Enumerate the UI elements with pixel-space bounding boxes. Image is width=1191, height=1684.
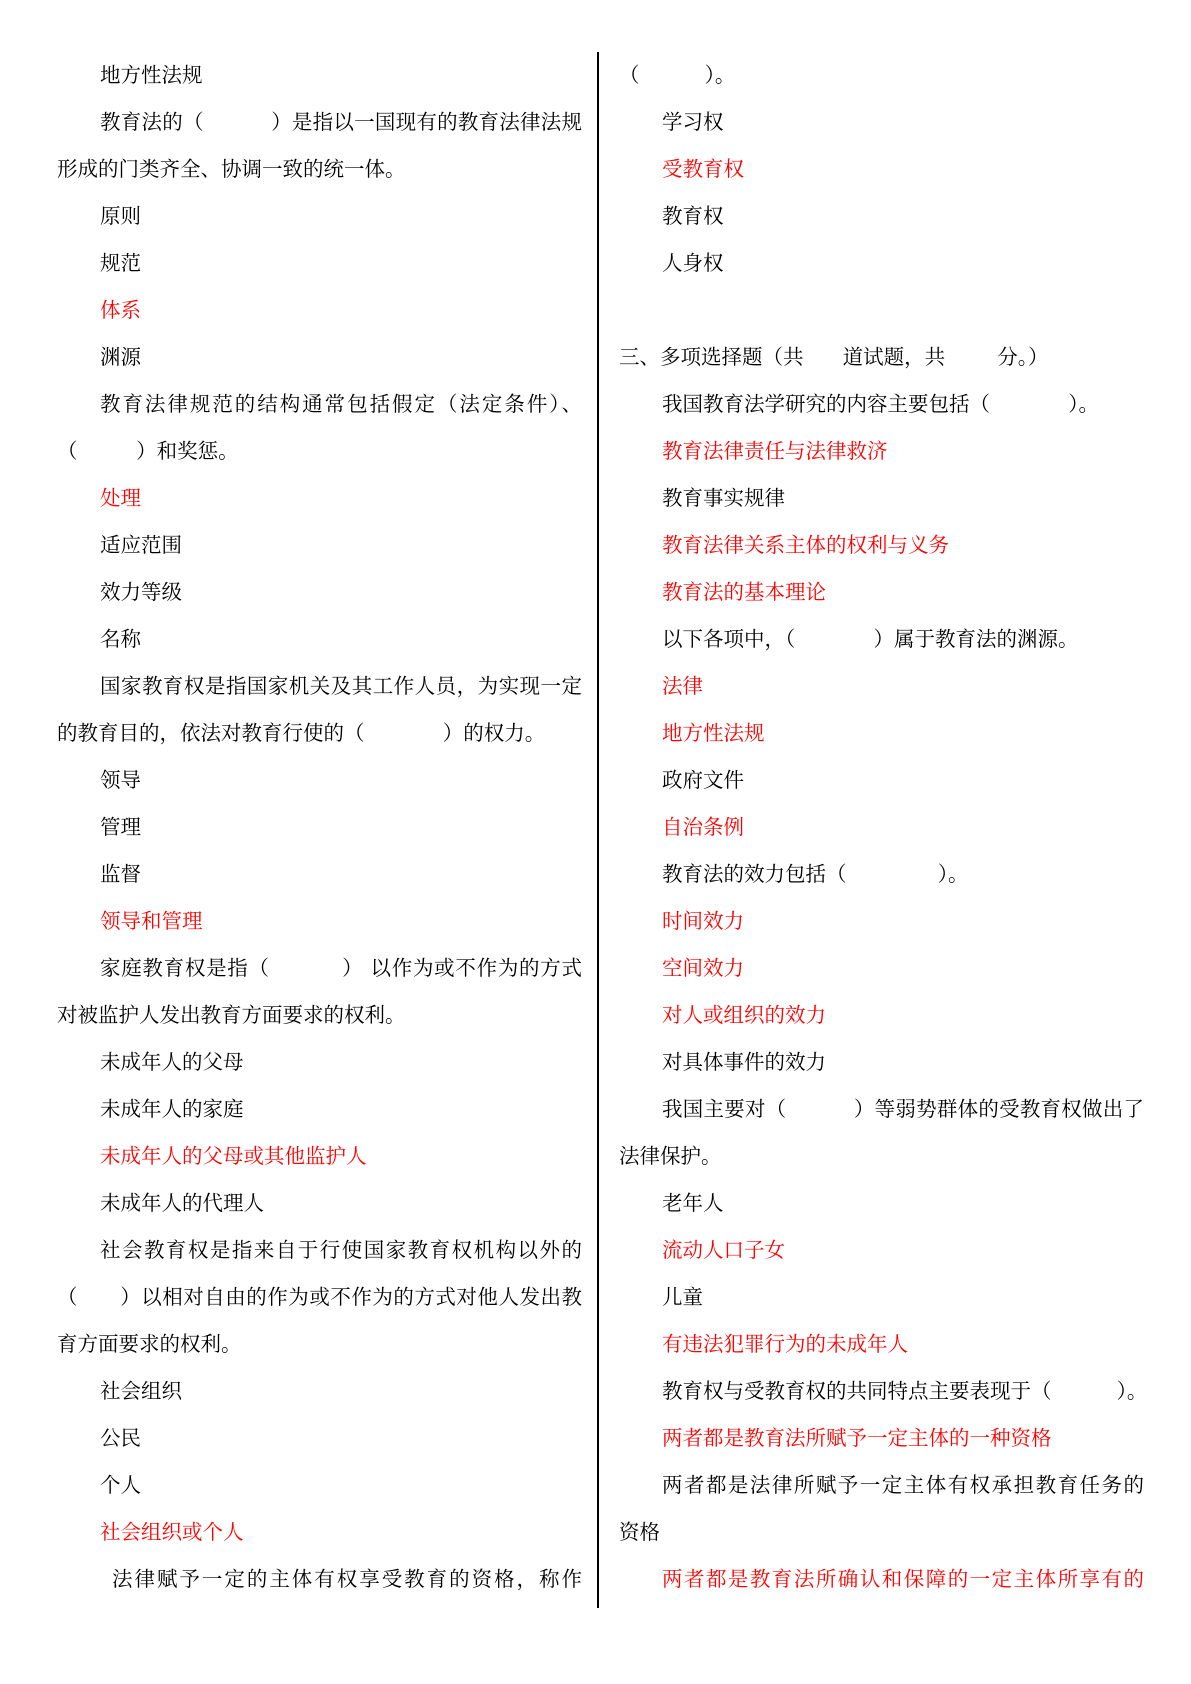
right-text-line: 法律 — [662, 674, 703, 698]
right-text-line: 流动人口子女 — [662, 1238, 785, 1262]
left-text-line: 领导和管理 — [100, 909, 203, 933]
left-text-line: 社会组织 — [100, 1379, 182, 1403]
left-text-line: （ ）以相对自由的作为或不作为的方式对他人发出教 — [57, 1285, 582, 1309]
right-text-line: 资格 — [619, 1520, 660, 1544]
right-text-line: 教育法的基本理论 — [662, 580, 826, 604]
right-text-line: 教育权 — [662, 204, 724, 228]
right-text-line: 空间效力 — [662, 956, 744, 980]
right-text-line — [619, 287, 1144, 334]
left-text-line: 地方性法规 — [100, 63, 203, 87]
left-text-line: 社会教育权是指来自于行使国家教育权机构以外的 — [100, 1238, 582, 1262]
right-text-line: 地方性法规 — [662, 721, 765, 745]
left-text-line: 管理 — [100, 815, 141, 839]
column-divider — [597, 52, 599, 1608]
right-text-line: 对人或组织的效力 — [662, 1003, 826, 1027]
right-text-line: 我国教育法学研究的内容主要包括（ ）。 — [662, 392, 1099, 416]
right-text-line: 受教育权 — [662, 157, 744, 181]
left-text-line: 教育法的（ ）是指以一国现有的教育法律法规 — [100, 110, 582, 134]
left-text-line: 名称 — [100, 627, 141, 651]
right-text-line: 老年人 — [662, 1191, 724, 1215]
right-text-line: 教育事实规律 — [662, 486, 785, 510]
left-text-line: 未成年人的父母或其他监护人 — [100, 1144, 367, 1168]
left-text-line: 渊源 — [100, 345, 141, 369]
left-text-line: 未成年人的父母 — [100, 1050, 244, 1074]
left-text-line: 公民 — [100, 1426, 141, 1450]
left-text-line: 的教育目的，依法对教育行使的（ ）的权力。 — [57, 721, 546, 745]
left-text-line: 监督 — [100, 862, 141, 886]
left-text-line: 育方面要求的权利。 — [57, 1332, 242, 1356]
right-text-line: 有违法犯罪行为的未成年人 — [662, 1332, 908, 1356]
left-column — [57, 52, 582, 1603]
right-text-line: 儿童 — [662, 1285, 703, 1309]
left-text-line: 原则 — [100, 204, 141, 228]
left-text-line: 教育法律规范的结构通常包括假定（法定条件）、 — [100, 392, 582, 416]
right-text-line: 教育法的效力包括（ ）。 — [662, 862, 969, 886]
left-text-line: 国家教育权是指国家机关及其工作人员，为实现一定 — [100, 674, 582, 698]
right-text-line: 教育权与受教育权的共同特点主要表现于（ ）。 — [662, 1379, 1148, 1403]
right-text-line: （ ）。 — [619, 63, 736, 87]
left-text-line: 家庭教育权是指（ ） 以作为或不作为的方式 — [100, 956, 582, 980]
left-text-line: （ ）和奖惩。 — [57, 439, 239, 463]
right-text-line: 两者都是法律所赋予一定主体有权承担教育任务的 — [662, 1473, 1144, 1497]
right-text-line: 学习权 — [662, 110, 724, 134]
right-text-line: 对具体事件的效力 — [662, 1050, 826, 1074]
right-text-line: 自治条例 — [662, 815, 744, 839]
right-text-line: 教育法律责任与法律救济 — [662, 439, 888, 463]
left-text-line: 适应范围 — [100, 533, 182, 557]
left-text-line: 领导 — [100, 768, 141, 792]
right-text-line: 教育法律关系主体的权利与义务 — [662, 533, 949, 557]
right-text-line: 两者都是教育法所确认和保障的一定主体所享有的 — [662, 1567, 1144, 1591]
left-text-line: 规范 — [100, 251, 141, 275]
right-text-line: 两者都是教育法所赋予一定主体的一种资格 — [662, 1426, 1052, 1450]
left-text-line: 法律赋予一定的主体有权享受教育的资格，称作 — [112, 1567, 582, 1591]
left-text-line: 对被监护人发出教育方面要求的权利。 — [57, 1003, 406, 1027]
right-text-line: 时间效力 — [662, 909, 744, 933]
left-text-line: 社会组织或个人 — [100, 1520, 244, 1544]
right-column — [619, 52, 1148, 1603]
left-text-line: 体系 — [100, 298, 141, 322]
left-text-line: 形成的门类齐全、协调一致的统一体。 — [57, 157, 406, 181]
right-text-line: 法律保护。 — [619, 1144, 722, 1168]
right-text-line: 我国主要对（ ）等弱势群体的受教育权做出了 — [662, 1097, 1144, 1121]
left-text-line: 未成年人的代理人 — [100, 1191, 264, 1215]
left-text-line: 个人 — [100, 1473, 141, 1497]
left-text-line: 处理 — [100, 486, 141, 510]
right-text-line: 人身权 — [662, 251, 724, 275]
left-text-line: 未成年人的家庭 — [100, 1097, 244, 1121]
left-text-line: 效力等级 — [100, 580, 182, 604]
right-text-line: 以下各项中，（ ）属于教育法的渊源。 — [662, 627, 1079, 651]
right-text-line: 政府文件 — [662, 768, 744, 792]
right-text-line: 三、多项选择题（共 道试题，共 分。） — [619, 345, 1049, 369]
